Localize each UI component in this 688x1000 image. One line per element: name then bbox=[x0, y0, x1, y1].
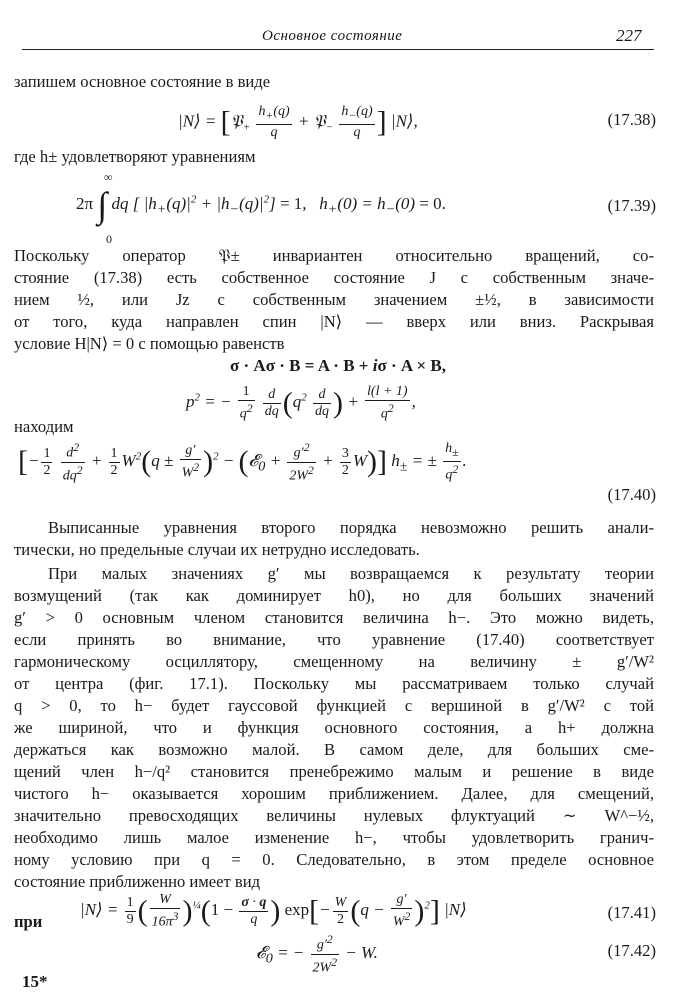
equation-number-17-41: (17.41) bbox=[607, 903, 656, 922]
text-line: находим bbox=[14, 417, 74, 436]
text-line: запишем основное состояние в виде bbox=[14, 72, 271, 91]
text-line: где h± удовлетворяют уравнениям bbox=[14, 147, 256, 166]
text-line: состояние приближенно имеет вид bbox=[14, 872, 261, 891]
text-line: значительно превосходящих величины нулевых флуктуаций ∼ W^−½, bbox=[14, 806, 654, 825]
text-line: ному условию при q = 0. Следовательно, в этом пределе основное bbox=[14, 850, 654, 869]
page-number: 227 bbox=[616, 26, 642, 45]
text-line: q > 0, то h− будет гауссовой функцией с вершиной в g′/W² с той bbox=[14, 696, 654, 715]
text-line: гармоническому осциллятору, смещенному на величину ± g′/W² bbox=[14, 652, 654, 671]
equation-17-40: [− $\frac{1}{2}$ $\frac{d^2}{dq^2}$ + $\frac{1}{2}$ $W^2(q$ ± $\frac{g'}{W^2}$ )$^2$ − (𝓔$_0$ + $\frac{g'^2}{2W^2}$ + $\frac{3}{2}$ W)] $h_\pm$ = ± $\frac{h_\pm}{q^2}$ . bbox=[18, 440, 467, 484]
running-title: Основное состояние bbox=[262, 28, 403, 44]
equation-number-17-42: (17.42) bbox=[607, 941, 656, 960]
text-line: при bbox=[14, 912, 43, 931]
equation-17-39: 2π ∫ dq [ $|h_+(q)|^2 + |h_-(q)|^2] = 1$, $h_+(0) = h_-(0) = 0$. bbox=[76, 185, 446, 225]
text-line: же шириной, что и функция основного состояния, а h+ должна bbox=[14, 718, 654, 737]
signature-mark: 15* bbox=[22, 972, 48, 991]
text-line: стояние (17.38) есть собственное состояние J с собственным значе- bbox=[14, 268, 654, 287]
equation-17-42: 𝓔$_0$ = − $\frac{g'^2}{2W^2}$ − W. bbox=[256, 933, 378, 976]
equation-p-squared: $p^2$ = − $\frac{1}{q^2}$ $\frac{d}{dq}$ ($q^2$ $\frac{d}{dq}$ ) + $\frac{l(l + 1)}{q^2}$ , bbox=[186, 384, 416, 422]
text-line: чистого h− оказывается хорошим приближением. Далее, для смещений, bbox=[14, 784, 654, 803]
text-line: держаться как возможно малой. В самом деле, для больших сме- bbox=[14, 740, 654, 759]
text-line: необходимо лишь малое изменение h−, чтобы удовлетворить гранич- bbox=[14, 828, 654, 847]
equation-number-17-39: (17.39) bbox=[607, 196, 656, 215]
text-line: если принять во внимание, что уравнение (17.40) соответствует bbox=[14, 630, 654, 649]
equation-number-17-38: (17.38) bbox=[607, 110, 656, 129]
text-line: щений член h−/q² становится пренебрежимо малым и решение в виде bbox=[14, 762, 654, 781]
equation-number-17-40: (17.40) bbox=[607, 485, 656, 504]
text-line: тически, но предельные случаи их нетрудно исследовать. bbox=[14, 540, 420, 559]
text-line: от центра (фиг. 17.1). Поскольку мы рассматриваем только случай bbox=[14, 674, 654, 693]
text-line: от того, куда направлен спин |N⟩ — вверх или вниз. Раскрывая bbox=[14, 312, 654, 331]
equation-sigma-identity: σ · Aσ · B = A · B + iσ · A × B, bbox=[230, 356, 446, 375]
text-line: При малых значениях g′ мы возвращаемся к результату теории bbox=[48, 564, 654, 583]
integral-lower-limit: 0 bbox=[106, 232, 112, 246]
text-line: нием ½, или Jz с собственным значением ±½, в зависимости bbox=[14, 290, 654, 309]
header-rule bbox=[22, 49, 654, 50]
text-line: условие H|N⟩ = 0 с помощью равенств bbox=[14, 334, 285, 353]
equation-17-41: |N⟩ = $\frac{1}{9}$ ( $\frac{W}{16\pi^3}$ )$^{\frac{1}{4}}$(1 − $\frac{\sigma \cdot q}{q}$ ) exp[− $\frac{W}{2}$ (q − $\frac{g'}{W^2}$ )$^2$] |N⟩ bbox=[80, 892, 467, 930]
text-line: Поскольку оператор 𝔓± инвариантен относительно вращений, со- bbox=[14, 246, 654, 265]
equation-17-38: |N⟩ = [𝔓$_+$ $\frac{h_+(q)}{q}$ + 𝔓$_-$ $\frac{h_-(q)}{q}$ ] |N⟩, bbox=[178, 104, 418, 140]
text-line: Выписанные уравнения второго порядка невозможно решить анали- bbox=[48, 518, 654, 537]
text-line: g′ > 0 основным членом становится величина h−. Это можно видеть, bbox=[14, 608, 654, 627]
integral-upper-limit: ∞ bbox=[104, 170, 113, 184]
text-line: возмущений (так как доминирует h0), но для больших значений bbox=[14, 586, 654, 605]
